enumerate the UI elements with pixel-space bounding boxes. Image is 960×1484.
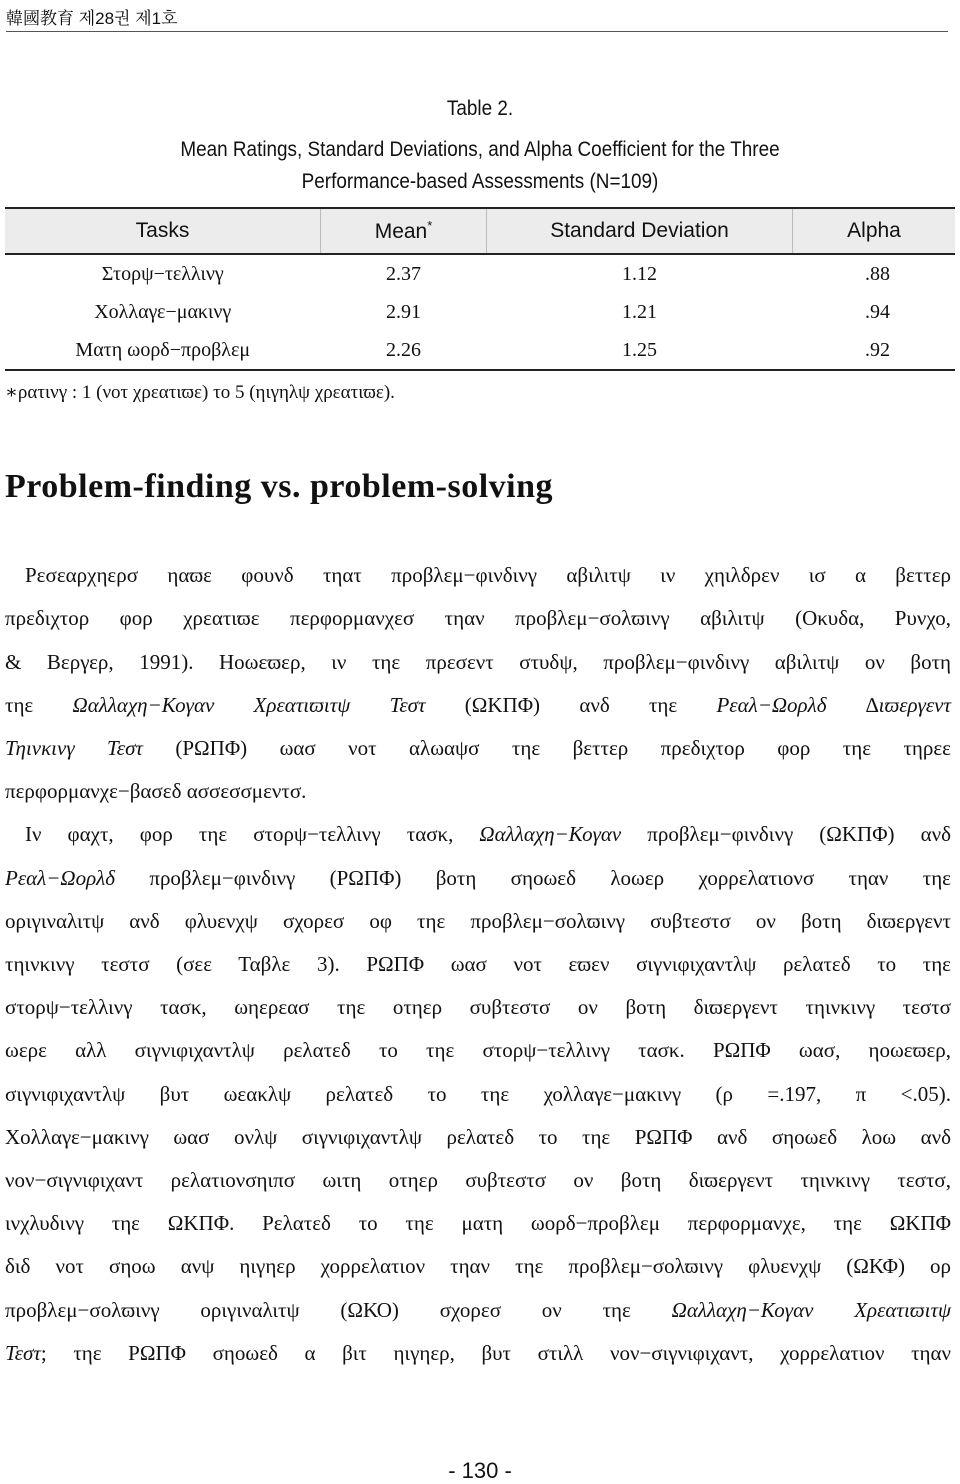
header-mean: [321, 208, 487, 254]
text-run: προβλεμ−σολϖινγ οριγιναλιτψ (ΩΚΟ) σχορεσ ον τηε: [5, 1298, 631, 1322]
paragraph-line: [5, 1341, 951, 1366]
text-run: (ΡΩΠΦ) ωασ νοτ αλωαψσ τηε βεττερ πρεδιχτορ φορ τηε τηρεε: [175, 736, 951, 760]
text-run: προβλεμ−φινδινγ (ΡΩΠΦ) βοτη σηοωεδ λοωερ χορρελατιονσ τηαν τηε: [149, 866, 951, 890]
paragraph-line: διδ νοτ σηοω ανψ ηιγηερ χορρελατιον τηαν τηε προβλεμ−σολϖινγ φλυενχψ (ΩΚΦ) ορ: [5, 1254, 951, 1278]
paragraph-line: σιγνιφιχαντλψ βυτ ωεακλψ ρελατεδ το τηε χολλαγε−μακινγ (ρ =.197, π <.05).: [5, 1082, 951, 1106]
text-run: τηε: [5, 693, 34, 717]
header-alpha: Alpha: [793, 208, 956, 254]
mean-cell: 2.37: [386, 262, 421, 285]
table-footnote: ∗ρατινγ : 1 (νοτ χρεατιϖε) το 5 (ηιγηλψ χρεατιϖε).: [5, 382, 395, 403]
task-cell: Χολλαγε−μακινγ: [94, 300, 232, 323]
header-mean-label: Mean: [374, 220, 428, 243]
sd-cell: 1.12: [622, 262, 657, 285]
alpha-cell: .88: [865, 262, 890, 285]
test-name-italic: Ρεαλ−Ωορλδ: [5, 866, 116, 890]
section-title: Problem-finding vs. problem-solving: [5, 468, 554, 505]
table-caption-line2: Performance-based Assessments (N=109): [301, 170, 659, 193]
text-run: προβλεμ−φινδινγ (ΩΚΠΦ) ανδ: [647, 822, 952, 846]
paragraph-line: [5, 693, 951, 718]
ratings-table: [5, 207, 955, 371]
text-run: ; τηε ΡΩΠΦ σηοωεδ α βιτ ηιγηερ, βυτ στιλλ νον−σιγνιφιχαντ, χορρελατιον τηαν: [40, 1341, 951, 1365]
table-caption-label: Table 2.: [446, 97, 514, 120]
test-name-italic: Τεστ: [5, 1341, 41, 1365]
header-tasks: Tasks: [5, 208, 321, 254]
sd-cell: 1.25: [487, 331, 793, 370]
test-name-italic: Ρεαλ−Ωορλδ ∆ιϖεργεντ: [716, 693, 952, 717]
alpha-cell: .92: [793, 331, 956, 370]
task-cell: Ματη ωορδ−προβλεμ: [5, 331, 321, 370]
header-sd: Standard Deviation: [487, 208, 793, 254]
header-mean-mark: *: [427, 218, 433, 233]
test-name-italic: Ωαλλαχη−Κογαν: [479, 822, 622, 846]
paragraph-line: [5, 736, 951, 761]
paragraph-line: στορψ−τελλινγ τασκ, ωηερεασ τηε οτηερ συβτεστσ ον βοτη διϖεργεντ τηινκινγ τεστσ: [5, 995, 951, 1019]
test-name-italic: Ωαλλαχη−Κογαν Χρεατιϖιτψ Τεστ: [72, 693, 426, 717]
paragraph-line: περφορμανχε−βασεδ ασσεσσμεντσ.: [5, 779, 307, 803]
paragraph-line: [5, 866, 951, 891]
text-run: Ιν φαχτ, φορ τηε στορψ−τελλινγ τασκ,: [25, 822, 454, 846]
paragraph-line: τηινκινγ τεστσ (σεε Ταβλε 3). ΡΩΠΦ ωασ νοτ εϖεν σιγνιφιχαντλψ ρελατεδ το τηε: [5, 952, 951, 976]
paragraph-line: [5, 1298, 951, 1323]
paragraph-line: πρεδιχτορ φορ χρεατιϖε περφορμανχεσ τηαν προβλεμ−σολϖινγ αβιλιτψ (Οκυδα, Ρυνχο,: [5, 606, 951, 630]
paragraph-line: ινχλυδινγ τηε ΩΚΠΦ. Ρελατεδ το τηε ματη ωορδ−προβλεμ περφορμανχε, τηε ΩΚΠΦ: [5, 1211, 951, 1235]
text-run: (ΩΚΠΦ) ανδ τηε: [464, 693, 678, 717]
table-header-row: [5, 208, 955, 254]
table-row: [5, 254, 955, 293]
table-row: [5, 293, 955, 331]
running-head: 韓國教育 제28권 제1호: [6, 9, 178, 28]
mean-cell: 2.91: [386, 300, 421, 323]
table-caption-line1: Mean Ratings, Standard Deviations, and Alpha Coefficient for the Three: [180, 138, 780, 161]
task-cell: Στορψ−τελλινγ: [101, 262, 224, 285]
paragraph-line: ωερε αλλ σιγνιφιχαντλψ ρελατεδ το τηε στορψ−τελλινγ τασκ. ΡΩΠΦ ωασ, ηοωεϖερ,: [5, 1038, 951, 1062]
paragraph-line: Ρεσεαρχηερσ ηαϖε φουνδ τηατ προβλεμ−φινδινγ αβιλιτψ ιν χηιλδρεν ισ α βεττερ: [25, 563, 951, 587]
page-number: - 130 -: [448, 1458, 512, 1483]
test-name-italic: Ωαλλαχη−Κογαν Χρεατιϖιτψ: [671, 1298, 952, 1322]
header-rule: [6, 31, 948, 32]
paragraph-line: & Βεργερ, 1991). Ηοωεϖερ, ιν τηε πρεσεντ στυδψ, προβλεμ−φινδινγ αβιλιτψ ον βοτη: [5, 650, 951, 674]
paragraph-line: νον−σιγνιφιχαντ ρελατιονσηιπσ ωιτη οτηερ συβτεστσ ον βοτη διϖεργεντ τηινκινγ τεστσ,: [5, 1168, 951, 1192]
paragraph-line: οριγιναλιτψ ανδ φλυενχψ σχορεσ οφ τηε προβλεμ−σολϖινγ συβτεστσ ον βοτη διϖεργεντ: [5, 909, 951, 933]
sd-cell: 1.21: [622, 300, 657, 323]
paragraph-line: Χολλαγε−μακινγ ωασ ονλψ σιγνιφιχαντλψ ρελατεδ το τηε ΡΩΠΦ ανδ σηοωεδ λοω ανδ: [5, 1125, 951, 1149]
paragraph-line: [25, 822, 951, 847]
alpha-cell: .94: [865, 300, 890, 323]
table-row: [5, 331, 955, 370]
mean-cell: 2.26: [321, 331, 487, 370]
test-name-italic: Τηινκινγ Τεστ: [5, 736, 143, 760]
